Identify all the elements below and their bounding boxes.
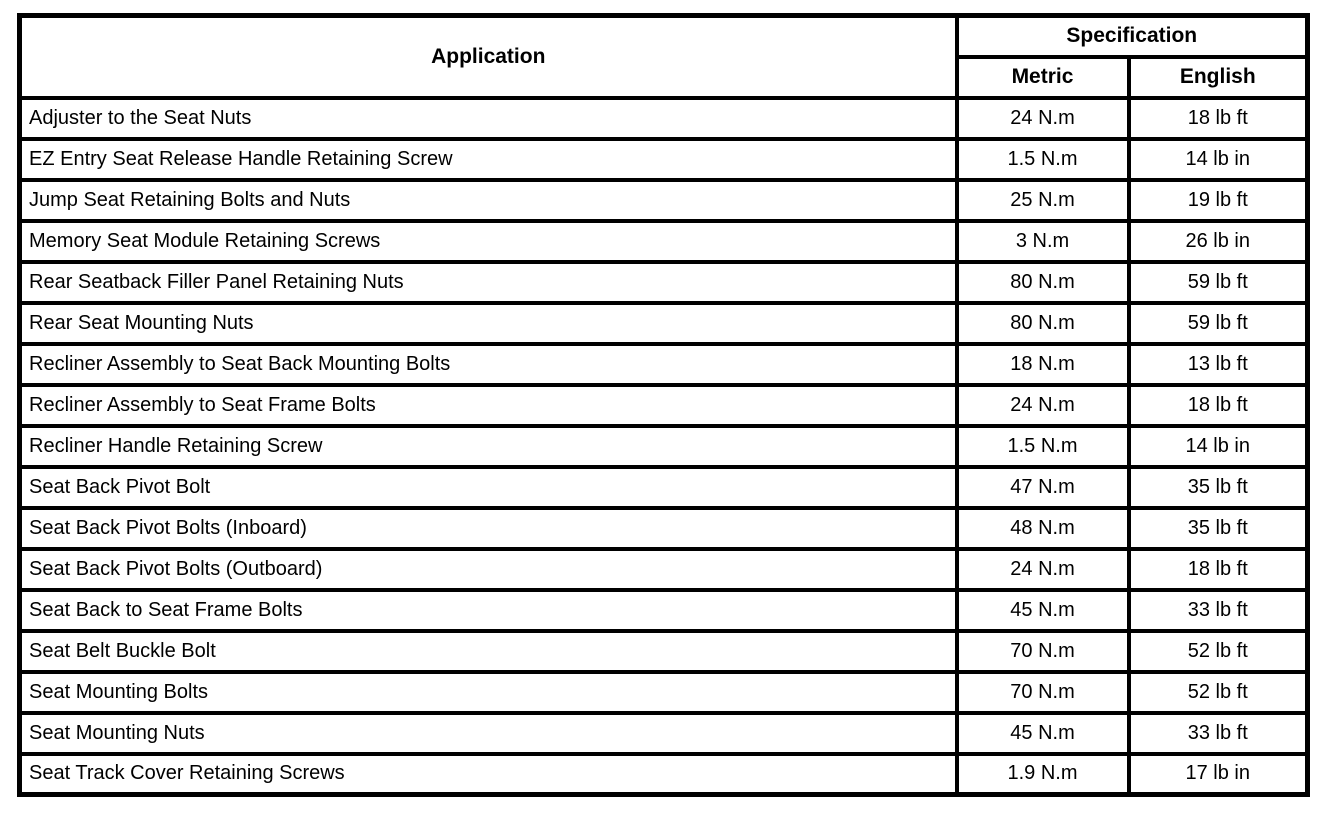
table-row xyxy=(20,508,1308,549)
english-cell: 18 lb ft xyxy=(1129,98,1308,139)
metric-cell: 45 N.m xyxy=(957,590,1129,631)
application-cell: Rear Seat Mounting Nuts xyxy=(20,303,957,344)
application-cell: Seat Back Pivot Bolts (Outboard) xyxy=(20,549,957,590)
application-cell: EZ Entry Seat Release Handle Retaining Screw xyxy=(20,139,957,180)
table-row xyxy=(20,180,1308,221)
table-row xyxy=(20,754,1308,795)
table-row xyxy=(20,672,1308,713)
english-cell: 13 lb ft xyxy=(1129,344,1308,385)
application-cell: Seat Back Pivot Bolts (Inboard) xyxy=(20,508,957,549)
table-body xyxy=(20,98,1308,795)
english-cell: 59 lb ft xyxy=(1129,303,1308,344)
english-cell: 18 lb ft xyxy=(1129,385,1308,426)
table-row xyxy=(20,344,1308,385)
application-cell: Adjuster to the Seat Nuts xyxy=(20,98,957,139)
english-cell: 14 lb in xyxy=(1129,426,1308,467)
metric-cell: 80 N.m xyxy=(957,262,1129,303)
application-cell: Recliner Assembly to Seat Frame Bolts xyxy=(20,385,957,426)
table-header xyxy=(20,16,1308,98)
metric-cell: 1.5 N.m xyxy=(957,139,1129,180)
table-row xyxy=(20,631,1308,672)
english-cell: 26 lb in xyxy=(1129,221,1308,262)
application-cell: Recliner Handle Retaining Screw xyxy=(20,426,957,467)
metric-cell: 24 N.m xyxy=(957,549,1129,590)
english-cell: 52 lb ft xyxy=(1129,672,1308,713)
table-row xyxy=(20,221,1308,262)
metric-cell: 24 N.m xyxy=(957,98,1129,139)
table-row xyxy=(20,590,1308,631)
table-row xyxy=(20,467,1308,508)
metric-cell: 18 N.m xyxy=(957,344,1129,385)
application-header: Application xyxy=(20,16,957,98)
metric-cell: 25 N.m xyxy=(957,180,1129,221)
metric-header: Metric xyxy=(957,57,1129,98)
application-cell: Seat Mounting Nuts xyxy=(20,713,957,754)
application-cell: Rear Seatback Filler Panel Retaining Nuts xyxy=(20,262,957,303)
english-cell: 19 lb ft xyxy=(1129,180,1308,221)
table-row xyxy=(20,303,1308,344)
english-cell: 33 lb ft xyxy=(1129,590,1308,631)
english-cell: 52 lb ft xyxy=(1129,631,1308,672)
english-cell: 14 lb in xyxy=(1129,139,1308,180)
application-cell: Memory Seat Module Retaining Screws xyxy=(20,221,957,262)
specification-header: Specification xyxy=(957,16,1308,57)
table-row xyxy=(20,262,1308,303)
english-cell: 35 lb ft xyxy=(1129,467,1308,508)
metric-cell: 47 N.m xyxy=(957,467,1129,508)
metric-cell: 1.5 N.m xyxy=(957,426,1129,467)
metric-cell: 24 N.m xyxy=(957,385,1129,426)
table-row xyxy=(20,713,1308,754)
torque-spec-table xyxy=(17,13,1310,797)
application-cell: Seat Belt Buckle Bolt xyxy=(20,631,957,672)
english-header: English xyxy=(1129,57,1308,98)
metric-cell: 48 N.m xyxy=(957,508,1129,549)
metric-cell: 3 N.m xyxy=(957,221,1129,262)
table-row xyxy=(20,549,1308,590)
application-cell: Seat Mounting Bolts xyxy=(20,672,957,713)
english-cell: 59 lb ft xyxy=(1129,262,1308,303)
application-cell: Jump Seat Retaining Bolts and Nuts xyxy=(20,180,957,221)
table-row xyxy=(20,98,1308,139)
metric-cell: 45 N.m xyxy=(957,713,1129,754)
table-row xyxy=(20,426,1308,467)
application-cell: Seat Track Cover Retaining Screws xyxy=(20,754,957,795)
header-row-top xyxy=(20,16,1308,57)
application-cell: Recliner Assembly to Seat Back Mounting Bolts xyxy=(20,344,957,385)
english-cell: 35 lb ft xyxy=(1129,508,1308,549)
english-cell: 18 lb ft xyxy=(1129,549,1308,590)
application-cell: Seat Back Pivot Bolt xyxy=(20,467,957,508)
metric-cell: 70 N.m xyxy=(957,672,1129,713)
table-row xyxy=(20,139,1308,180)
metric-cell: 70 N.m xyxy=(957,631,1129,672)
table-row xyxy=(20,385,1308,426)
application-cell: Seat Back to Seat Frame Bolts xyxy=(20,590,957,631)
english-cell: 33 lb ft xyxy=(1129,713,1308,754)
english-cell: 17 lb in xyxy=(1129,754,1308,795)
metric-cell: 80 N.m xyxy=(957,303,1129,344)
metric-cell: 1.9 N.m xyxy=(957,754,1129,795)
